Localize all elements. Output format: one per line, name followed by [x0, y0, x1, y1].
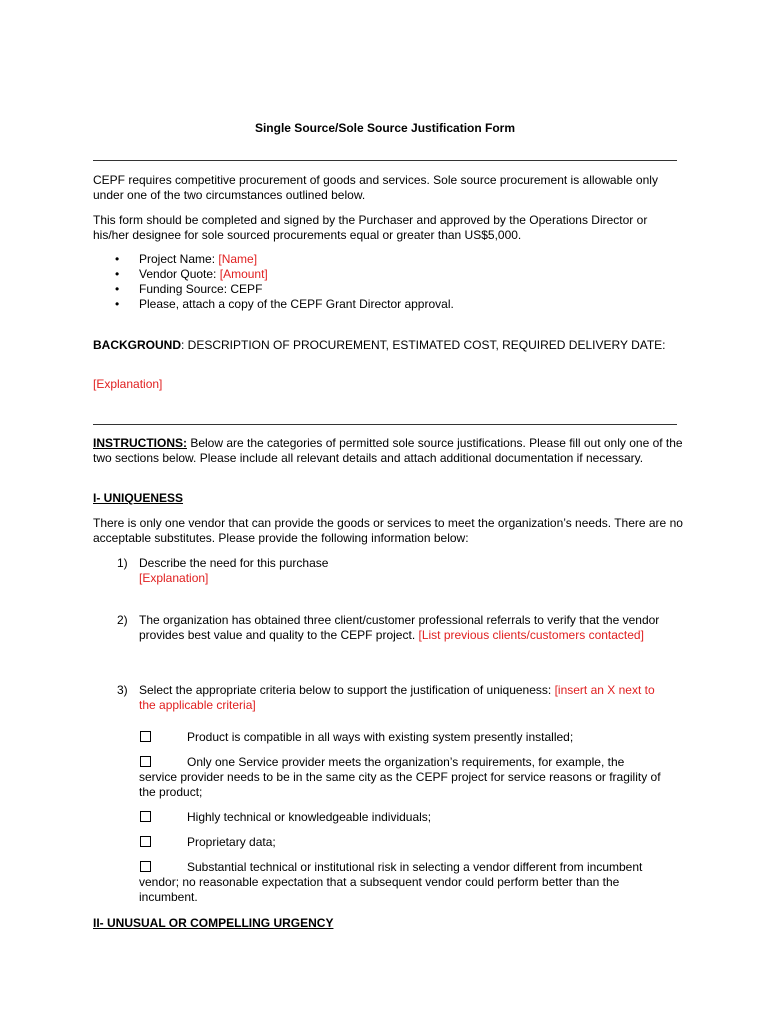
- checkbox[interactable]: [140, 756, 151, 767]
- criteria-text: Product is compatible in all ways with existing system presently installed;: [187, 730, 574, 744]
- background-section: [93, 338, 683, 353]
- criteria-institutional-risk: [139, 860, 674, 905]
- bullet-project-name: [93, 252, 673, 267]
- criteria-text: Highly technical or knowledgeable individuals;: [187, 810, 432, 824]
- project-name-field[interactable]: [Name]: [218, 252, 258, 266]
- bullet-label: Project Name:: [139, 252, 219, 266]
- numbered-item-3: [93, 683, 683, 715]
- criteria-instruction-field: [insert an X next to the applicable criteria]: [139, 683, 655, 712]
- bullet-funding-source: [93, 282, 673, 297]
- item-text: Select the appropriate criteria below to support the justification of uniqueness:: [139, 683, 555, 697]
- section-urgency-heading: II- UNUSUAL OR COMPELLING URGENCY: [93, 916, 334, 930]
- criteria-compatible: [139, 730, 679, 745]
- criteria-text: Proprietary data;: [187, 835, 276, 849]
- bullet-dot: •: [115, 252, 120, 266]
- intro-paragraph-2: This form should be completed and signed by the Purchaser and approved by the Operations Director or his/her designee for sole sourced procurements equal or greater than US$5,000.: [93, 213, 648, 242]
- criteria-text: Only one Service provider meets the organization’s requirements, for example, the service provider needs to be in the same city as the CEPF project for service reasons or fragility of the product;: [139, 755, 661, 799]
- intro-paragraph-1: CEPF requires competitive procurement of goods and services. Sole source procurement is allowable only under one of the two circumstances outlined below.: [93, 173, 658, 202]
- bullet-dot: •: [115, 267, 120, 281]
- instructions-paragraph: [93, 436, 683, 466]
- bullet-label: Funding Source: CEPF: [139, 282, 263, 296]
- numbered-item-1: [93, 556, 683, 588]
- item-number: 3): [117, 683, 128, 697]
- section-uniqueness-heading: I- UNIQUENESS: [93, 491, 184, 505]
- item-text: Describe the need for this purchase: [139, 556, 329, 570]
- checkbox[interactable]: [140, 811, 151, 822]
- divider-middle: [93, 424, 677, 425]
- referrals-list-field[interactable]: [List previous clients/customers contacted]: [418, 628, 644, 642]
- bullet-attach-approval: [93, 297, 673, 312]
- instructions-text: Below are the categories of permitted sole source justifications. Please fill out only one of the two sections below. Please include all relevant details and attach additional documentation if necessary.: [93, 436, 683, 465]
- instructions-label: INSTRUCTIONS:: [93, 436, 187, 450]
- project-bullet-list: [93, 252, 673, 312]
- background-explanation-field[interactable]: [Explanation]: [93, 377, 163, 391]
- need-explanation-field[interactable]: [Explanation]: [139, 571, 209, 585]
- checkbox[interactable]: [140, 836, 151, 847]
- background-text: : DESCRIPTION OF PROCUREMENT, ESTIMATED COST, REQUIRED DELIVERY DATE:: [181, 338, 666, 352]
- bullet-label: Vendor Quote:: [139, 267, 220, 281]
- divider-top: [93, 160, 677, 161]
- bullet-dot: •: [115, 297, 120, 311]
- bullet-dot: •: [115, 282, 120, 296]
- criteria-proprietary-data: [139, 835, 679, 850]
- item-number: 2): [117, 613, 128, 627]
- checkbox[interactable]: [140, 731, 151, 742]
- bullet-vendor-quote: [93, 267, 673, 282]
- uniqueness-intro: There is only one vendor that can provide the goods or services to meet the organization’s needs. There are no acceptable substitutes. Please provide the following information below:: [93, 516, 683, 545]
- checkbox[interactable]: [140, 861, 151, 872]
- criteria-text: Substantial technical or institutional risk in selecting a vendor different from incumbent vendor; no reasonable expectation that a subsequent vendor could perform better than the incumbent.: [139, 860, 643, 904]
- vendor-quote-field[interactable]: [Amount]: [219, 267, 268, 281]
- item-number: 1): [117, 556, 128, 570]
- background-label: BACKGROUND: [93, 338, 181, 352]
- item-text: The organization has obtained three client/customer professional referrals to verify that the vendor provides best value and quality to the CEPF project.: [139, 613, 660, 642]
- criteria-technical-individuals: [139, 810, 679, 825]
- bullet-label: Please, attach a copy of the CEPF Grant Director approval.: [139, 297, 454, 311]
- form-title: Single Source/Sole Source Justification Form: [254, 121, 516, 135]
- criteria-single-provider: [139, 755, 664, 800]
- numbered-item-2: [93, 613, 683, 661]
